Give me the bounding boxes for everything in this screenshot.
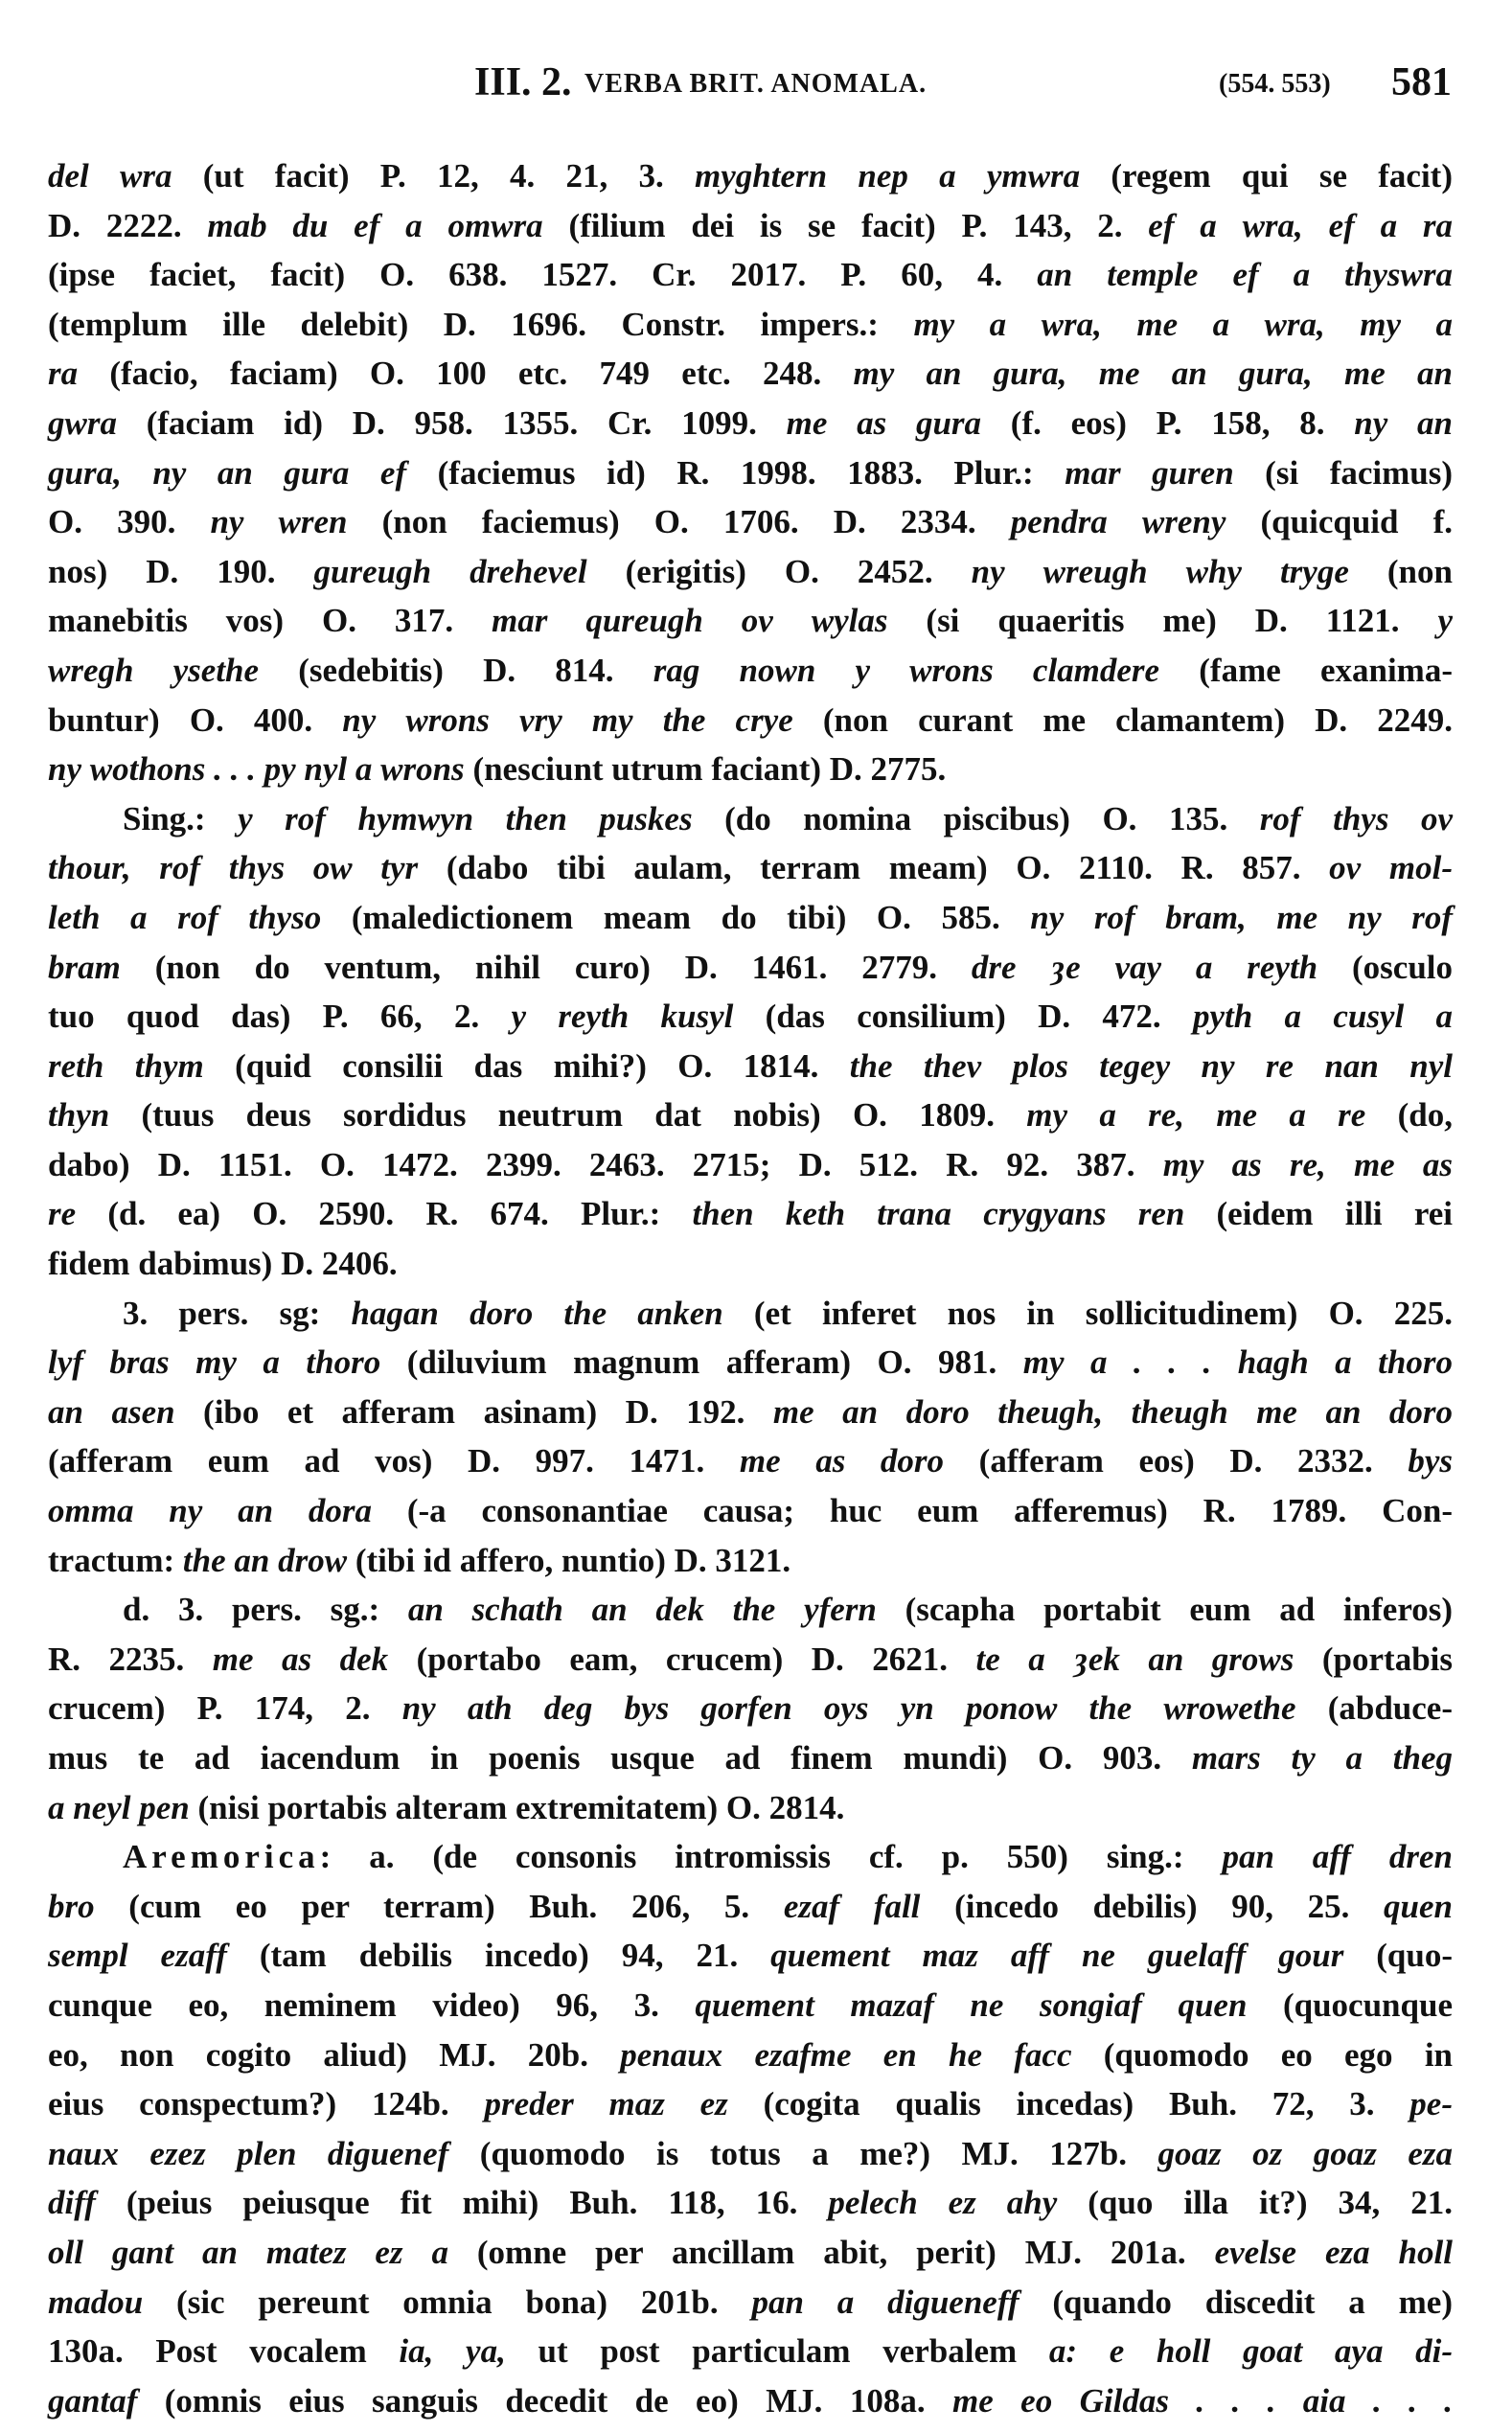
latin-gloss-text: mus te ad iacendum in poenis usque ad finem mundi) O. 903. bbox=[48, 1739, 1192, 1777]
latin-gloss-text: (eidem illi rei bbox=[1184, 1195, 1453, 1233]
text-line bbox=[48, 1388, 1453, 1437]
cornish-breton-citation: a neyl pen bbox=[48, 1788, 190, 1826]
text-line bbox=[48, 2129, 1453, 2179]
cornish-breton-citation: evelse eza holl bbox=[1214, 2233, 1453, 2271]
latin-gloss-text: (quo illa it?) 34, 21. bbox=[1057, 2184, 1454, 2222]
cornish-breton-citation: lyf bras my a thoro bbox=[48, 1343, 381, 1382]
text-line bbox=[48, 349, 1453, 399]
latin-gloss-text: tuo quod das) P. 66, 2. bbox=[48, 998, 512, 1036]
latin-gloss-text: (quomodo eo ego in bbox=[1071, 2035, 1454, 2074]
cornish-breton-citation: then keth trana crygyans ren bbox=[692, 1195, 1185, 1233]
cornish-breton-citation: rag nown y wrons clamdere bbox=[653, 651, 1160, 689]
cornish-breton-citation: me as gura bbox=[786, 403, 982, 442]
latin-gloss-text: (abduce- bbox=[1295, 1689, 1453, 1728]
latin-gloss-text: (peius peiusque fit mihi) Buh. 118, 16. bbox=[95, 2184, 829, 2222]
cornish-breton-citation: ov mol- bbox=[1329, 849, 1453, 887]
latin-gloss-text: (tibi id affero, nuntio) D. 3121. bbox=[347, 1541, 791, 1579]
cornish-breton-citation: del wra bbox=[48, 157, 172, 195]
text-line bbox=[48, 151, 1453, 201]
latin-gloss-text: nos) D. 190. bbox=[48, 552, 314, 590]
latin-gloss-text: (das consilium) D. 472. bbox=[733, 998, 1193, 1036]
text-line bbox=[48, 2228, 1453, 2278]
text-line bbox=[48, 1733, 1453, 1783]
latin-gloss-text: (faciam id) D. 958. 1355. Cr. 1099. bbox=[116, 403, 787, 442]
latin-gloss-text: buntur) O. 400. bbox=[48, 700, 343, 739]
latin-gloss-text: (fame exanima- bbox=[1159, 651, 1453, 689]
cornish-breton-citation: bram bbox=[48, 948, 121, 986]
text-line bbox=[48, 1981, 1453, 2030]
text-line bbox=[48, 2079, 1453, 2129]
text-line bbox=[48, 1931, 1453, 1981]
latin-gloss-text: (si quaeritis me) D. 1121. bbox=[887, 602, 1438, 640]
cornish-breton-citation: gura, ny an gura ef bbox=[48, 453, 407, 492]
latin-gloss-text: (sic pereunt omnia bona) 201b. bbox=[143, 2283, 752, 2321]
latin-gloss-text: Aremorica bbox=[123, 1838, 320, 1876]
cornish-breton-citation: an temple ef a thyswra bbox=[1037, 256, 1453, 294]
latin-gloss-text: (sedebitis) D. 814. bbox=[259, 651, 653, 689]
cornish-breton-citation: pelech ez ahy bbox=[828, 2184, 1058, 2222]
cornish-breton-citation: preder maz ez bbox=[484, 2085, 728, 2123]
latin-gloss-text: (quid consilii das mihi?) O. 1814. bbox=[203, 1046, 850, 1085]
cornish-breton-citation: y rof hymwyn then puskes bbox=[238, 799, 693, 837]
latin-gloss-text: (quicquid f. bbox=[1226, 503, 1454, 541]
cornish-breton-citation: ra bbox=[48, 355, 79, 393]
cornish-breton-citation: my as re, me as bbox=[1162, 1145, 1453, 1183]
latin-gloss-text: (omne per ancillam abit, perit) MJ. 201a. bbox=[447, 2233, 1215, 2271]
latin-gloss-text: 3. pers. sg: bbox=[123, 1294, 352, 1332]
text-line bbox=[48, 1140, 1453, 1190]
text-line bbox=[48, 943, 1453, 993]
latin-gloss-text: O. 390. bbox=[48, 503, 211, 541]
latin-gloss-text: (ipse faciet, facit) O. 638. 1527. Cr. 2017. P. 60, 4. bbox=[48, 256, 1038, 294]
text-line bbox=[48, 399, 1453, 448]
text-line bbox=[48, 1436, 1453, 1486]
cornish-breton-citation: pendra wreny bbox=[1010, 503, 1226, 541]
latin-gloss-text: (portabo eam, crucem) D. 2621. bbox=[388, 1640, 976, 1678]
cornish-breton-citation: dre ȝe vay a reyth bbox=[971, 948, 1318, 986]
latin-gloss-text: (afferam eos) D. 2332. bbox=[944, 1442, 1409, 1480]
text-line bbox=[48, 1338, 1453, 1388]
text-line bbox=[48, 2178, 1453, 2228]
latin-gloss-text: (f. eos) P. 158, 8. bbox=[981, 403, 1355, 442]
cornish-breton-citation: ef a wra, ef a ra bbox=[1148, 206, 1454, 244]
latin-gloss-text: (non bbox=[1348, 552, 1453, 590]
cornish-breton-citation: pyth a cusyl a bbox=[1192, 998, 1453, 1036]
cornish-breton-citation: me an doro theugh, theugh me an doro bbox=[772, 1392, 1454, 1431]
latin-gloss-text: dabo) D. 1151. O. 1472. 2399. 2463. 2715; D. 512. R. 92. 387. bbox=[48, 1145, 1163, 1183]
section-reference: (554. 553) bbox=[1219, 69, 1331, 99]
text-line bbox=[48, 2030, 1453, 2080]
latin-gloss-text: R. 2235. bbox=[48, 1640, 213, 1678]
cornish-breton-citation: ny wreugh why tryge bbox=[971, 552, 1349, 590]
latin-gloss-text: (nesciunt utrum faciant) D. 2775. bbox=[464, 750, 947, 789]
cornish-breton-citation: ny an bbox=[1354, 403, 1453, 442]
text-line bbox=[48, 1189, 1453, 1239]
cornish-breton-citation: penaux ezafme en he facc bbox=[620, 2035, 1072, 2074]
latin-gloss-text: (tam debilis incedo) 94, 21. bbox=[226, 1937, 771, 1975]
latin-gloss-text: (templum ille delebit) D. 1696. Constr. impers.: bbox=[48, 305, 914, 343]
cornish-breton-citation: ny wren bbox=[210, 503, 348, 541]
running-header bbox=[0, 59, 1512, 117]
text-line bbox=[48, 1832, 1453, 1882]
latin-gloss-text: (ibo et afferam asinam) D. 192. bbox=[174, 1392, 773, 1431]
text-line bbox=[48, 2376, 1453, 2426]
text-line bbox=[48, 893, 1453, 943]
text-line bbox=[48, 1042, 1453, 1091]
cornish-breton-citation: reth thym bbox=[48, 1046, 204, 1085]
latin-gloss-text: cunque eo, neminem video) 96, 3. bbox=[48, 1985, 696, 2024]
latin-gloss-text: 130a. Post vocalem bbox=[48, 2332, 400, 2371]
text-line bbox=[48, 1882, 1453, 1932]
text-line bbox=[48, 1289, 1453, 1339]
cornish-breton-citation: my a . . . hagh a thoro bbox=[1022, 1343, 1453, 1382]
text-line bbox=[48, 448, 1453, 498]
latin-gloss-text: eius conspectum?) 124b. bbox=[48, 2085, 485, 2123]
cornish-breton-citation: bys bbox=[1408, 1442, 1454, 1480]
latin-gloss-text: (portabis bbox=[1294, 1640, 1454, 1678]
text-line bbox=[48, 1783, 1453, 1833]
cornish-breton-citation: madou bbox=[48, 2283, 144, 2321]
cornish-breton-citation: my a re, me a re bbox=[1026, 1096, 1366, 1135]
cornish-breton-citation: goaz oz goaz eza bbox=[1157, 2134, 1453, 2172]
cornish-breton-citation: an schath an dek the yfern bbox=[407, 1591, 877, 1629]
text-line bbox=[48, 250, 1453, 300]
cornish-breton-citation: omma ny an dora bbox=[48, 1492, 373, 1530]
text-line bbox=[48, 794, 1453, 844]
cornish-breton-citation: hagan doro the anken bbox=[351, 1294, 723, 1332]
text-line bbox=[48, 2327, 1453, 2376]
latin-gloss-text: (-a consonantiae causa; huc eum afferemus) R. 1789. Con- bbox=[372, 1492, 1453, 1530]
text-line bbox=[48, 745, 1453, 794]
cornish-breton-citation: thour, rof thys ow tyr bbox=[48, 849, 419, 887]
text-line bbox=[48, 547, 1453, 597]
cornish-breton-citation: gantaf bbox=[48, 2381, 138, 2420]
text-line bbox=[48, 201, 1453, 251]
cornish-breton-citation: naux ezez plen diguenef bbox=[48, 2134, 449, 2172]
cornish-breton-citation: y bbox=[1437, 602, 1453, 640]
latin-gloss-text: (afferam eum ad vos) D. 997. 1471. bbox=[48, 1442, 740, 1480]
latin-gloss-text: D. 2222. bbox=[48, 206, 208, 244]
latin-gloss-text: (nisi portabis alteram extremitatem) O. 2814. bbox=[189, 1788, 845, 1826]
section-number: III. 2. bbox=[474, 60, 572, 104]
cornish-breton-citation: me as dek bbox=[212, 1640, 389, 1678]
text-line bbox=[48, 696, 1453, 746]
cornish-breton-citation: mar guren bbox=[1065, 453, 1234, 492]
cornish-breton-citation: e holl goat aya di- bbox=[1109, 2332, 1454, 2371]
latin-gloss-text: (quo- bbox=[1343, 1937, 1454, 1975]
text-line bbox=[48, 1486, 1453, 1536]
text-line bbox=[48, 1239, 1453, 1289]
text-line bbox=[48, 646, 1453, 696]
cornish-breton-citation: a: bbox=[1048, 2332, 1077, 2371]
cornish-breton-citation: te a ȝek an grows bbox=[975, 1640, 1294, 1678]
text-line bbox=[48, 1585, 1453, 1635]
cornish-breton-citation: me as doro bbox=[739, 1442, 945, 1480]
latin-gloss-text: (quando discedit a me) bbox=[1019, 2283, 1453, 2321]
cornish-breton-citation: re bbox=[48, 1195, 77, 1233]
cornish-breton-citation: mab du ef a omwra bbox=[207, 206, 543, 244]
latin-gloss-text: (cogita qualis incedas) Buh. 72, 3. bbox=[727, 2085, 1410, 2123]
latin-gloss-text: crucem) P. 174, 2. bbox=[48, 1689, 402, 1728]
latin-gloss-text: (d. ea) O. 2590. R. 674. Plur.: bbox=[76, 1195, 693, 1233]
cornish-breton-citation: quen bbox=[1384, 1887, 1454, 1925]
text-line bbox=[48, 1536, 1453, 1586]
cornish-breton-citation: y reyth kusyl bbox=[511, 998, 734, 1036]
latin-gloss-text: (si facimus) bbox=[1233, 453, 1454, 492]
text-line bbox=[48, 1684, 1453, 1733]
latin-gloss-text: : a. (de consonis intromissis cf. p. 550) sing.: bbox=[319, 1838, 1223, 1876]
latin-gloss-text: (quocunque bbox=[1247, 1985, 1453, 2024]
cornish-breton-citation: my an gura, me an gura, me an bbox=[853, 355, 1453, 393]
latin-gloss-text: (non curant me clamantem) D. 2249. bbox=[792, 700, 1454, 739]
latin-gloss-text: (erigitis) O. 2452. bbox=[586, 552, 972, 590]
running-title: VERBA BRIT. ANOMALA. bbox=[584, 69, 928, 99]
cornish-breton-citation: pan aff dren bbox=[1222, 1838, 1454, 1876]
page-number: 581 bbox=[1391, 60, 1452, 104]
cornish-breton-citation: an asen bbox=[48, 1392, 175, 1431]
cornish-breton-citation: ezaf fall bbox=[783, 1887, 921, 1925]
cornish-breton-citation: bro bbox=[48, 1887, 95, 1925]
cornish-breton-citation: wregh ysethe bbox=[48, 651, 260, 689]
latin-gloss-text: (tuus deus sordidus neutrum dat nobis) O. 1809. bbox=[109, 1096, 1027, 1135]
cornish-breton-citation: ny wothons . . . py nyl a wrons bbox=[48, 750, 465, 789]
latin-gloss-text: (ut facit) P. 12, 4. 21, 3. bbox=[172, 157, 696, 195]
cornish-breton-citation: sempl ezaff bbox=[48, 1937, 227, 1975]
latin-gloss-text: (filium dei is se facit) P. 143, 2. bbox=[542, 206, 1149, 244]
cornish-breton-citation: mars ty a theg bbox=[1191, 1739, 1453, 1777]
text-line bbox=[48, 1090, 1453, 1140]
cornish-breton-citation: quement mazaf ne songiaf quen bbox=[695, 1985, 1248, 2024]
latin-gloss-text: (non faciemus) O. 1706. D. 2334. bbox=[347, 503, 1011, 541]
text-line bbox=[48, 497, 1453, 547]
cornish-breton-citation: pan a digueneff bbox=[751, 2283, 1019, 2321]
latin-gloss-text: (dabo tibi aulam, terram meam) O. 2110. R. 857. bbox=[418, 849, 1330, 887]
cornish-breton-citation: ia, ya, bbox=[399, 2332, 506, 2371]
text-line bbox=[48, 300, 1453, 350]
cornish-breton-citation: quement maz aff ne guelaff gour bbox=[770, 1937, 1344, 1975]
latin-gloss-text: d. 3. pers. sg.: bbox=[123, 1591, 408, 1629]
latin-gloss-text: (diluvium magnum afferam) O. 981. bbox=[380, 1343, 1023, 1382]
latin-gloss-text: (facio, faciam) O. 100 etc. 749 etc. 248. bbox=[78, 355, 854, 393]
page-body-text bbox=[48, 151, 1453, 2425]
latin-gloss-text: (faciemus id) R. 1998. 1883. Plur.: bbox=[406, 453, 1065, 492]
cornish-breton-citation: diff bbox=[48, 2184, 96, 2222]
text-line bbox=[48, 992, 1453, 1042]
cornish-breton-citation: ny ath deg bys gorfen oys yn ponow the wrowethe bbox=[401, 1689, 1296, 1728]
latin-gloss-text: (osculo bbox=[1317, 948, 1454, 986]
latin-gloss-text: ut post particulam verbalem bbox=[505, 2332, 1049, 2371]
cornish-breton-citation: myghtern nep a ymwra bbox=[695, 157, 1081, 195]
cornish-breton-citation: my a wra, me a wra, my a bbox=[913, 305, 1453, 343]
cornish-breton-citation: me eo Gildas . . . aia . . . bbox=[952, 2381, 1453, 2420]
text-line bbox=[48, 596, 1453, 646]
cornish-breton-citation: mar qureugh ov wylas bbox=[492, 602, 888, 640]
text-line bbox=[48, 2278, 1453, 2328]
cornish-breton-citation: thyn bbox=[48, 1096, 110, 1135]
latin-gloss-text: eo, non cogito aliud) MJ. 20b. bbox=[48, 2035, 621, 2074]
cornish-breton-citation: gwra bbox=[48, 403, 117, 442]
latin-gloss-text: (quomodo is totus a me?) MJ. 127b. bbox=[448, 2134, 1158, 2172]
cornish-breton-citation: gureugh drehevel bbox=[313, 552, 587, 590]
latin-gloss-text: (maledictionem meam do tibi) O. 585. bbox=[321, 898, 1031, 936]
cornish-breton-citation: pe- bbox=[1409, 2085, 1453, 2123]
cornish-breton-citation: the an drow bbox=[182, 1541, 348, 1579]
latin-gloss-text: fidem dabimus) D. 2406. bbox=[48, 1245, 398, 1283]
cornish-breton-citation: ny rof bram, me ny rof bbox=[1030, 898, 1454, 936]
latin-gloss-text: (do nomina piscibus) O. 135. bbox=[692, 799, 1260, 837]
latin-gloss-text: (et inferet nos in sollicitudinem) O. 225. bbox=[722, 1294, 1453, 1332]
latin-gloss-text: manebitis vos) O. 317. bbox=[48, 602, 493, 640]
cornish-breton-citation: ny wrons vry my the crye bbox=[342, 700, 793, 739]
latin-gloss-text bbox=[1077, 2332, 1110, 2370]
latin-gloss-text: tractum: bbox=[48, 1541, 183, 1579]
latin-gloss-text: (cum eo per terram) Buh. 206, 5. bbox=[94, 1887, 784, 1925]
cornish-breton-citation: rof thys ov bbox=[1259, 799, 1454, 837]
latin-gloss-text: Sing.: bbox=[123, 799, 239, 837]
latin-gloss-text: (do, bbox=[1365, 1096, 1453, 1135]
text-line bbox=[48, 843, 1453, 893]
latin-gloss-text: (non do ventum, nihil curo) D. 1461. 2779. bbox=[120, 948, 972, 986]
text-line bbox=[48, 1635, 1453, 1685]
cornish-breton-citation: leth a rof thyso bbox=[48, 898, 322, 936]
cornish-breton-citation: oll gant an matez ez a bbox=[48, 2233, 448, 2271]
cornish-breton-citation: the thev plos tegey ny re nan nyl bbox=[849, 1046, 1454, 1085]
latin-gloss-text: (regem qui se facit) bbox=[1080, 157, 1453, 195]
latin-gloss-text: (scapha portabit eum ad inferos) bbox=[876, 1591, 1453, 1629]
latin-gloss-text: (incedo debilis) 90, 25. bbox=[920, 1887, 1385, 1925]
latin-gloss-text: (omnis eius sanguis decedit de eo) MJ. 108a. bbox=[137, 2381, 952, 2420]
